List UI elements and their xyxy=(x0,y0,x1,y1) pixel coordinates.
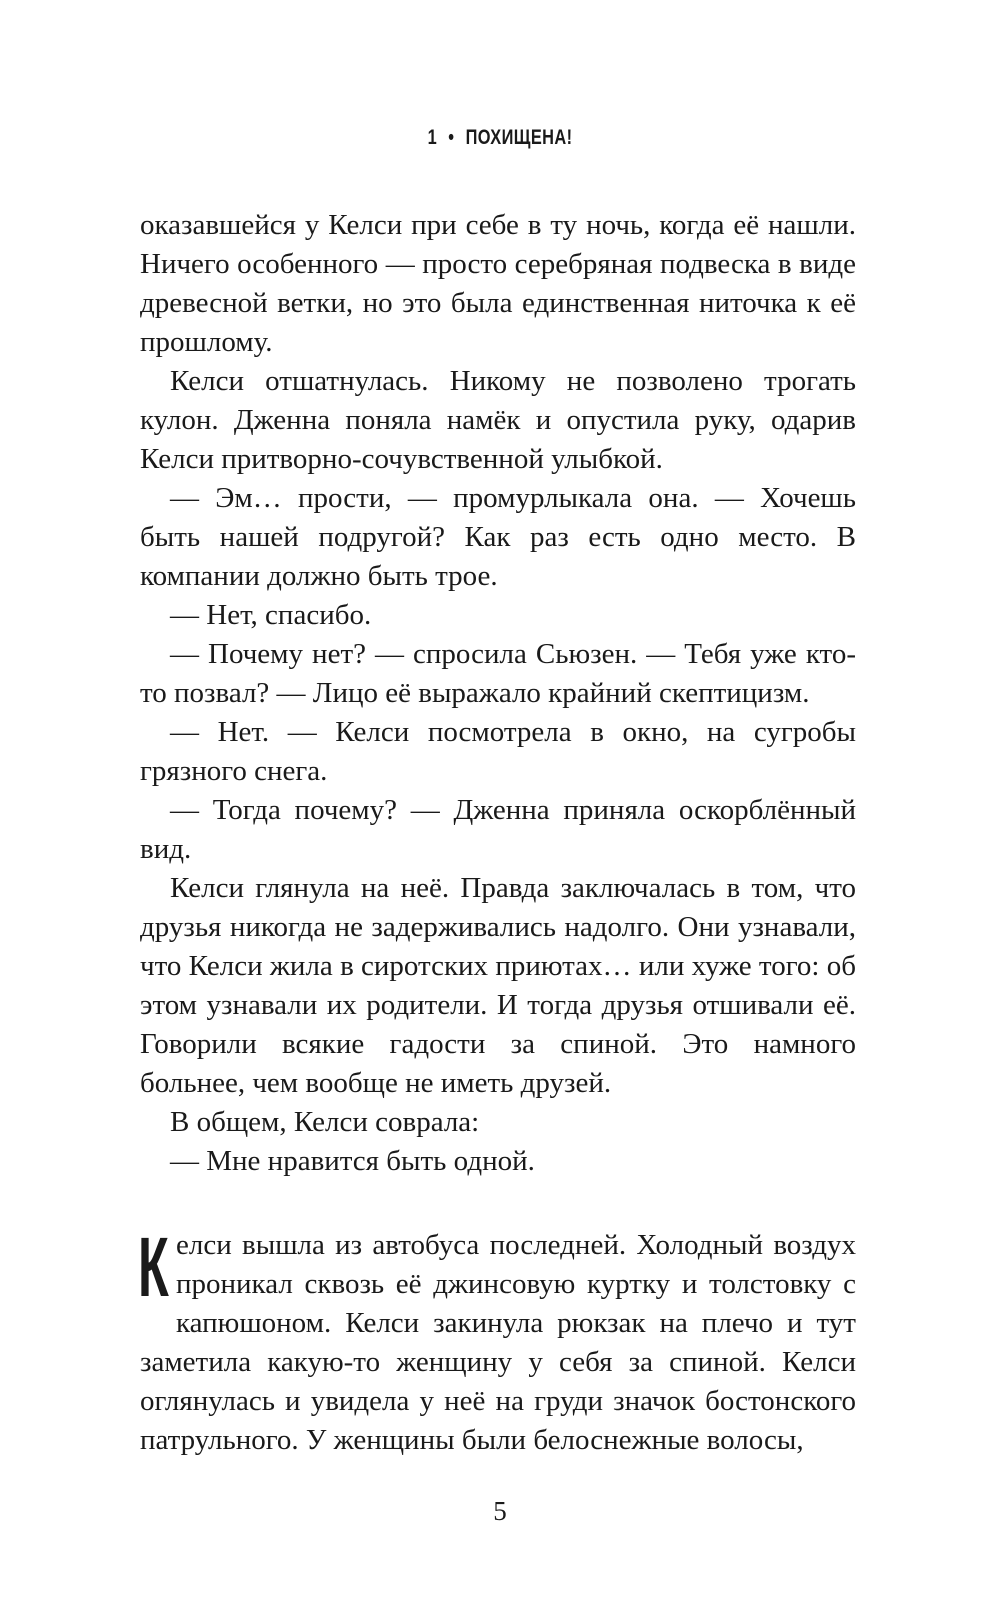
paragraph: Келси глянула на неё. Правда заключалась в том, что друзья никогда не задерживались надолго. Они узнавали, что Келси жила в сиротских приютах… или хуже того: об этом узнавали их родители. И тогда друзья отшивали её. Говорили всякие гадости за спиной. Это намного больнее, чем вообще не иметь друзей. xyxy=(140,872,856,1099)
chapter-number: 1 xyxy=(427,126,438,149)
section-paragraph-text: елси вышла из автобуса последней. Холодный воздух проникал сквозь её джинсовую куртку и толстовку с капюшоном. Келси закинула рюкзак на плечо и тут заметила какую-то женщину у себя за спиной. Келси оглянулась и увидела у неё на груди значок бостонского патрульного. У женщины были белоснежные волосы, xyxy=(140,1229,856,1456)
paragraph: — Тогда почему? — Дженна приняла оскорблённый вид. xyxy=(140,794,856,865)
paragraph: — Нет, спасибо. xyxy=(170,599,372,631)
drop-cap: К xyxy=(138,1220,169,1314)
page-number: 5 xyxy=(493,1496,507,1526)
paragraph: оказавшейся у Келси при себе в ту ночь, когда её нашли. Ничего особенного — просто серебряная подвеска в виде древесной ветки, но это была единственная ниточка к её прошлому. xyxy=(140,209,856,358)
body-text xyxy=(140,206,856,1181)
paragraph: — Нет. — Келси посмотрела в окно, на сугробы грязного снега. xyxy=(140,716,856,787)
paragraph: — Почему нет? — спросила Сьюзен. — Тебя уже кто-то позвал? — Лицо её выражало крайний скептицизм. xyxy=(140,638,856,709)
bullet-separator: • xyxy=(448,126,455,149)
paragraph: В общем, Келси соврала: xyxy=(170,1106,480,1138)
running-header xyxy=(110,126,890,150)
chapter-title: ПОХИЩЕНА! xyxy=(465,126,573,149)
section-text xyxy=(138,1220,856,1460)
paragraph: — Эм… прости, — промурлыкала она. — Хочешь быть нашей подругой? Как раз есть одно место. В компании должно быть трое. xyxy=(140,482,856,592)
section-paragraph xyxy=(138,1220,856,1460)
paragraph: Келси отшатнулась. Никому не позволено трогать кулон. Дженна поняла намёк и опустила руку, одарив Келси притворно-сочувственной улыбкой. xyxy=(140,365,856,475)
paragraph: — Мне нравится быть одной. xyxy=(170,1145,535,1177)
